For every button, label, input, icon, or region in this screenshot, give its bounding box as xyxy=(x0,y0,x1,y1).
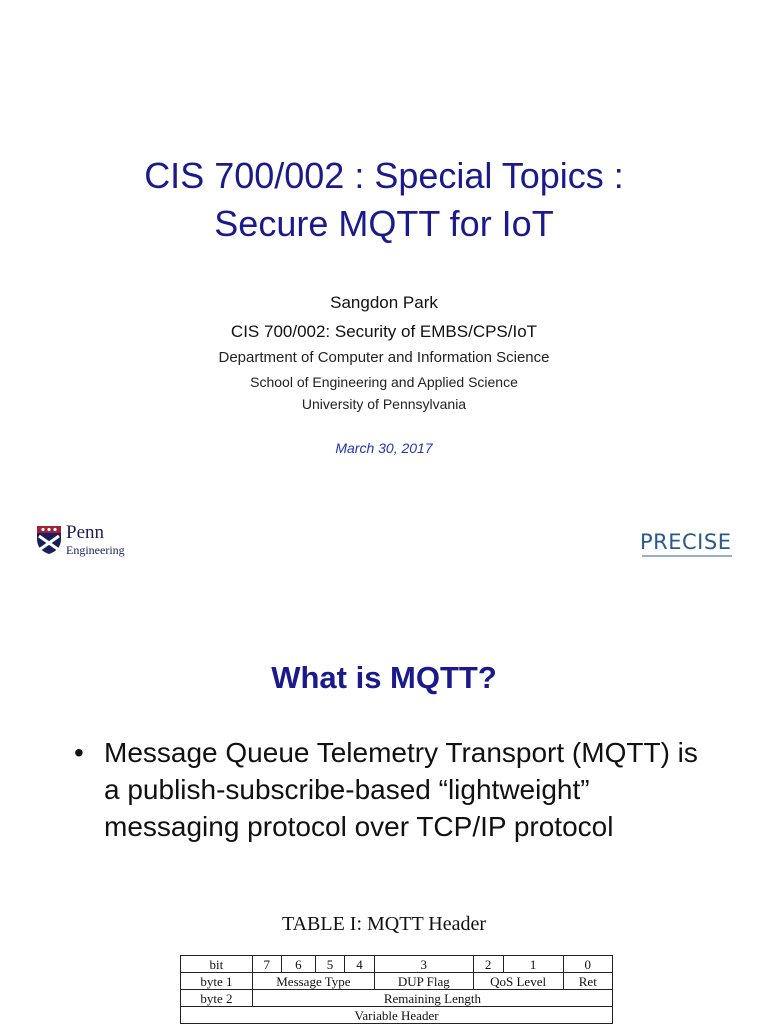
department: Department of Computer and Information Science xyxy=(218,349,550,366)
course-name: CIS 700/002: Security of EMBS/CPS/IoT xyxy=(230,322,538,341)
table-cell: 3 xyxy=(374,956,473,973)
table-cell: 0 xyxy=(563,956,612,973)
precise-logo xyxy=(640,530,740,560)
table-cell: bit xyxy=(181,956,253,973)
slide-2-title: What is MQTT? xyxy=(271,660,497,695)
bullet-symbol: • xyxy=(74,737,84,768)
table-cell: 7 xyxy=(252,956,281,973)
precise-logo-underline xyxy=(642,555,732,557)
table-cell: Message Type xyxy=(252,973,374,990)
penn-engineering-logo xyxy=(36,523,136,559)
penn-logo-word: Penn xyxy=(66,522,104,543)
table-cell: 5 xyxy=(316,956,345,973)
table-cell: 4 xyxy=(344,956,374,973)
penn-logo-sub: Engineering xyxy=(66,543,125,557)
table-cell: QoS Level xyxy=(473,973,563,990)
table-cell: byte 2 xyxy=(181,990,253,1007)
university: University of Pennsylvania xyxy=(301,396,467,412)
table-cell: 1 xyxy=(503,956,563,973)
table-cell: 2 xyxy=(473,956,503,973)
penn-shield-icon xyxy=(36,525,62,555)
bullet-text: Message Queue Telemetry Transport (MQTT) is a publish-subscribe-based “lightweight” messaging protocol over TCP/IP protocol xyxy=(104,737,698,842)
table-cell: 6 xyxy=(281,956,315,973)
table-row xyxy=(181,956,613,973)
table-cell: DUP Flag xyxy=(374,973,473,990)
table-row xyxy=(181,990,613,1007)
presentation-date: March 30, 2017 xyxy=(335,440,433,456)
table-cell: Remaining Length xyxy=(252,990,612,1007)
author-name: Sangdon Park xyxy=(330,293,438,312)
table-caption: TABLE I: MQTT Header xyxy=(281,913,487,935)
precise-logo-word: PRECISE xyxy=(640,530,732,554)
table-cell: Variable Header xyxy=(181,1007,613,1024)
table-row xyxy=(181,1007,613,1024)
slide-title-line-1: CIS 700/002 : Special Topics : xyxy=(144,155,624,196)
table-cell: byte 1 xyxy=(181,973,253,990)
school: School of Engineering and Applied Science xyxy=(250,374,518,390)
table-cell: Ret xyxy=(563,973,612,990)
mqtt-header-table xyxy=(180,955,613,1024)
table-row xyxy=(181,973,613,990)
slide-title-line-2: Secure MQTT for IoT xyxy=(214,203,554,244)
